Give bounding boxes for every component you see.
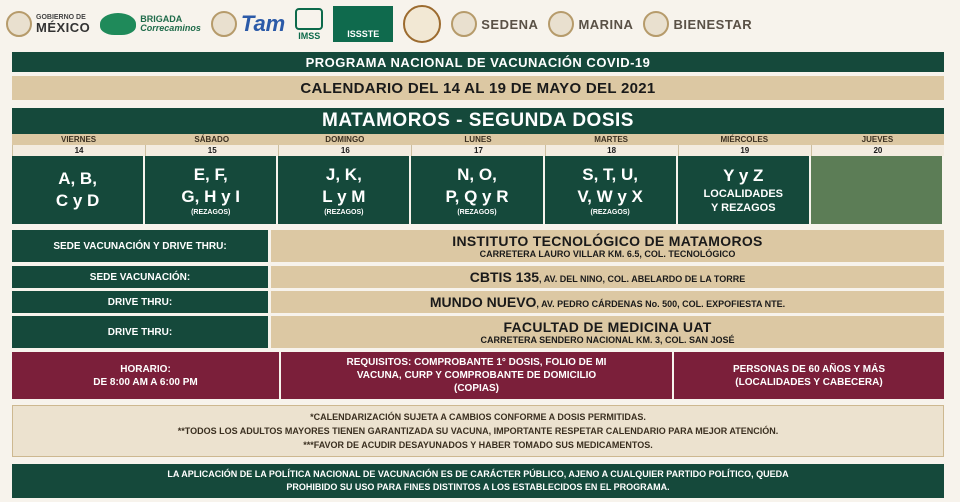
location-label: DRIVE THRU: bbox=[12, 316, 268, 348]
location-row bbox=[12, 316, 944, 348]
location-row bbox=[12, 230, 944, 262]
city-title: MATAMOROS - SEGUNDA DOSIS bbox=[12, 108, 944, 134]
day-name: LUNES bbox=[411, 134, 544, 145]
day-cell-monday bbox=[411, 156, 544, 224]
location-name: FACULTAD DE MEDICINA UAT bbox=[503, 319, 712, 335]
note-line: **TODOS LOS ADULTOS MAYORES TIENEN GARANTIZADA SU VACUNA, IMPORTANTE RESPETAR CALENDARIO PARA MEJOR ATENCIÓN. bbox=[177, 426, 779, 436]
day-cell-friday bbox=[12, 156, 145, 224]
audience-line2: (LOCALIDADES Y CABECERA) bbox=[735, 376, 883, 388]
location-name: INSTITUTO TECNOLÓGICO DE MATAMOROS bbox=[452, 233, 763, 249]
localidades-line: LOCALIDADES bbox=[703, 188, 783, 200]
location-value bbox=[271, 316, 944, 348]
eagle-seal-icon bbox=[403, 5, 441, 43]
sedena-logo bbox=[451, 11, 538, 37]
letters-line2: V, W y X bbox=[577, 187, 643, 206]
gobierno-small-text: GOBIERNO DE bbox=[36, 14, 86, 21]
notes-box bbox=[12, 405, 944, 457]
horario-value: DE 8:00 AM A 6:00 PM bbox=[93, 376, 198, 388]
day-name: VIERNES bbox=[12, 134, 145, 145]
correcaminos-text: Correcaminos bbox=[140, 23, 201, 33]
marina-seal-icon bbox=[548, 11, 574, 37]
day-number: 14 bbox=[12, 145, 145, 156]
day-cell-thursday bbox=[811, 156, 944, 224]
bienestar-seal-icon bbox=[643, 11, 669, 37]
location-address: CARRETERA LAURO VILLAR KM. 6.5, COL. TECNOLÓGICO bbox=[479, 249, 736, 259]
location-name: CBTIS 135 bbox=[469, 269, 540, 285]
bienestar-text: BIENESTAR bbox=[673, 16, 753, 32]
rezagos-line: Y REZAGOS bbox=[710, 202, 776, 214]
day-number: 15 bbox=[145, 145, 278, 156]
letters-line1: N, O, bbox=[457, 165, 497, 184]
letters-line1: E, F, bbox=[193, 165, 228, 184]
coat-of-arms-icon bbox=[6, 11, 32, 37]
day-name: DOMINGO bbox=[278, 134, 411, 145]
logo-bar bbox=[0, 0, 960, 48]
day-cell-sunday bbox=[278, 156, 411, 224]
gobierno-mexico-logo bbox=[6, 11, 90, 37]
letters-row bbox=[12, 156, 944, 224]
location-value bbox=[271, 230, 944, 262]
note-line: *CALENDARIZACIÓN SUJETA A CAMBIOS CONFORME A DOSIS PERMITIDAS. bbox=[310, 412, 646, 422]
letters-line2: L y M bbox=[322, 187, 366, 206]
brigada-text: BRIGADA bbox=[140, 14, 183, 24]
requirements-line1: REQUISITOS: COMPROBANTE 1° DOSIS, FOLIO DE MI bbox=[346, 357, 607, 368]
location-address: , AV. DEL NINO, COL. ABELARDO DE LA TORRE bbox=[539, 274, 746, 284]
requirements-line3: (COPIAS) bbox=[454, 383, 499, 394]
sedena-seal-icon bbox=[451, 11, 477, 37]
letters-line1: A, B, bbox=[58, 169, 97, 188]
day-name: MIÉRCOLES bbox=[678, 134, 811, 145]
day-cell-wednesday bbox=[678, 156, 811, 224]
location-row bbox=[12, 291, 944, 313]
imss-logo bbox=[295, 8, 323, 41]
footer-line: LA APLICACIÓN DE LA POLÍTICA NACIONAL DE VACUNACIÓN ES DE CARÁCTER PÚBLICO, AJENO A CUALQUIER PARTIDO POLÍTICO, QUEDA bbox=[167, 469, 789, 479]
day-number: 16 bbox=[278, 145, 411, 156]
letters-line2: G, H y I bbox=[181, 187, 240, 206]
gobierno-big-text: MÉXICO bbox=[36, 20, 91, 35]
letters-line2: P, Q y R bbox=[445, 187, 509, 206]
rezagos-note: (REZAGOS) bbox=[191, 209, 231, 216]
location-value bbox=[271, 291, 944, 313]
letters-line2: C y D bbox=[55, 191, 100, 210]
sedena-text: SEDENA bbox=[481, 16, 539, 32]
schedule-cell bbox=[12, 352, 279, 399]
day-number: 19 bbox=[678, 145, 811, 156]
legal-footer bbox=[12, 464, 944, 498]
issste-logo bbox=[333, 6, 393, 42]
tamaulipas-seal-icon bbox=[211, 11, 237, 37]
day-cell-saturday bbox=[145, 156, 278, 224]
day-number: 17 bbox=[411, 145, 544, 156]
requirements-cell bbox=[279, 352, 674, 399]
tamaulipas-logo bbox=[211, 11, 285, 37]
letters-line1: J, K, bbox=[325, 165, 362, 184]
roadrunner-icon bbox=[100, 13, 136, 35]
day-calendar bbox=[12, 134, 944, 224]
tam-text: Tam bbox=[240, 11, 286, 36]
audience-line1: PERSONAS DE 60 AÑOS Y MÁS bbox=[732, 363, 886, 375]
day-cell-tuesday bbox=[545, 156, 678, 224]
location-label: DRIVE THRU: bbox=[12, 291, 268, 313]
imss-text: IMSS bbox=[298, 30, 321, 41]
audience-cell bbox=[674, 352, 944, 399]
day-name: MARTES bbox=[545, 134, 678, 145]
brigada-correcaminos-logo bbox=[100, 13, 201, 35]
location-address: , AV. PEDRO CÁRDENAS No. 500, COL. EXPOFIESTA NTE. bbox=[536, 299, 786, 309]
day-number: 20 bbox=[811, 145, 944, 156]
location-name: MUNDO NUEVO bbox=[429, 294, 537, 310]
day-number: 18 bbox=[545, 145, 678, 156]
requirements-line2: VACUNA, CURP Y COMPROBANTE DE DOMICILIO bbox=[356, 370, 597, 381]
day-name: JUEVES bbox=[811, 134, 944, 145]
note-line: ***FAVOR DE ACUDIR DESAYUNADOS Y HABER TOMADO SUS MEDICAMENTOS. bbox=[303, 440, 653, 450]
rezagos-note: (REZAGOS) bbox=[324, 209, 364, 216]
letters-line1: S, T, U, bbox=[582, 165, 638, 184]
location-label: SEDE VACUNACIÓN Y DRIVE THRU: bbox=[12, 230, 268, 262]
horario-label: HORARIO: bbox=[120, 363, 171, 375]
location-value bbox=[271, 266, 944, 288]
marina-logo bbox=[548, 11, 633, 37]
location-row bbox=[12, 266, 944, 288]
day-name: SÁBADO bbox=[145, 134, 278, 145]
program-title: PROGRAMA NACIONAL DE VACUNACIÓN COVID-19 bbox=[12, 52, 944, 72]
rezagos-note: (REZAGOS) bbox=[590, 209, 630, 216]
location-address: CARRETERA SENDERO NACIONAL KM. 3, COL. SAN JOSÉ bbox=[480, 335, 735, 345]
footer-line: PROHIBIDO SU USO PARA FINES DISTINTOS A LOS ESTABLECIDOS EN EL PROGRAMA. bbox=[286, 482, 670, 492]
location-label: SEDE VACUNACIÓN: bbox=[12, 266, 268, 288]
issste-text: ISSSTE bbox=[347, 29, 380, 39]
calendar-title: CALENDARIO DEL 14 AL 19 DE MAYO DEL 2021 bbox=[12, 76, 944, 100]
bienestar-logo bbox=[643, 11, 752, 37]
imss-emblem-icon bbox=[295, 8, 323, 30]
day-numbers-row bbox=[12, 145, 944, 156]
letters-line1: Y y Z bbox=[723, 166, 764, 185]
day-names-row bbox=[12, 134, 944, 145]
rezagos-note: (REZAGOS) bbox=[457, 209, 497, 216]
marina-text: MARINA bbox=[578, 16, 634, 32]
eagle-seal-logo bbox=[403, 5, 441, 43]
requirements-row bbox=[12, 352, 944, 399]
